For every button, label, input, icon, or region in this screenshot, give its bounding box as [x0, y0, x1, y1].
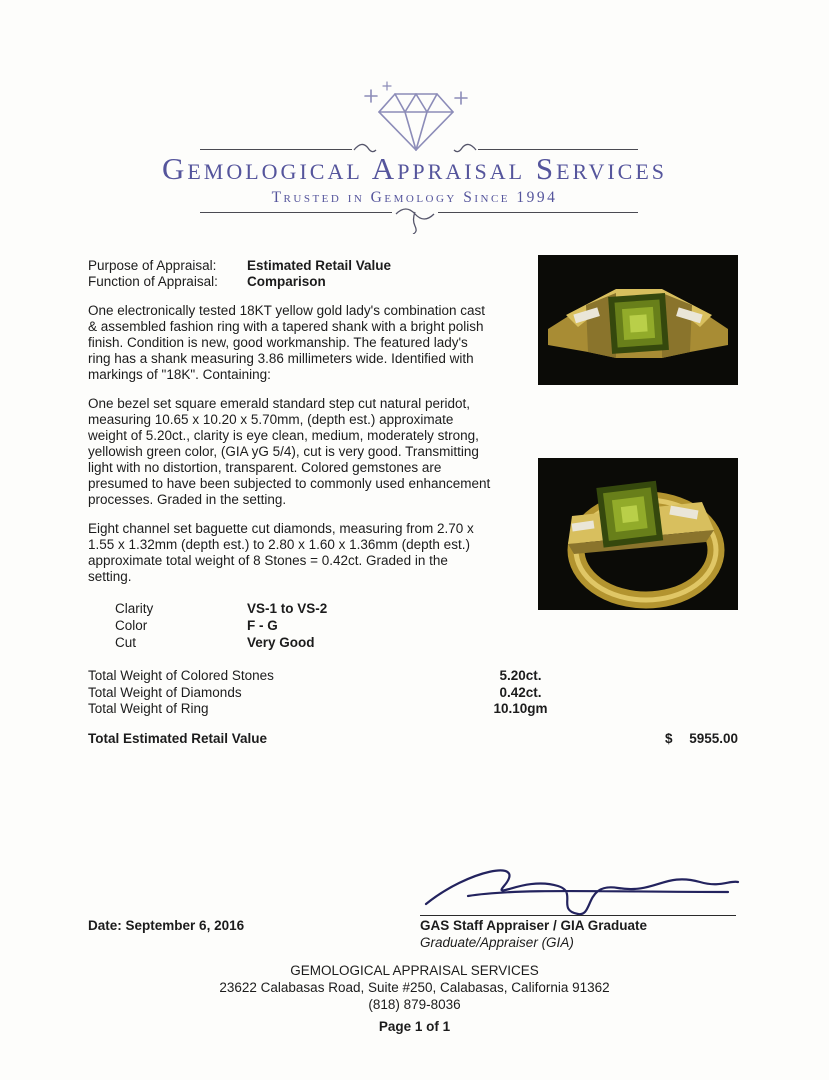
- grade-row-clarity: [88, 600, 494, 617]
- header-rule-top-left: [200, 149, 352, 150]
- purpose-label: Purpose of Appraisal:: [88, 258, 217, 273]
- header-rule-top-right: [478, 149, 638, 150]
- retail-currency-symbol: $: [665, 731, 673, 746]
- purpose-row: [88, 258, 494, 274]
- total-colored-stones-value: 5.20ct.: [499, 668, 542, 683]
- appraiser-signature: [408, 852, 748, 922]
- function-label: Function of Appraisal:: [88, 274, 218, 289]
- footer-company-name: GEMOLOGICAL APPRAISAL SERVICES: [290, 963, 539, 978]
- ring-photo-front: [538, 255, 738, 385]
- footer-phone: (818) 879-8036: [368, 997, 461, 1012]
- totals-section: [88, 668, 738, 718]
- clarity-label: Clarity: [115, 601, 154, 616]
- company-name: Gemological Appraisal Services: [161, 151, 668, 186]
- total-colored-stones-label: Total Weight of Colored Stones: [88, 668, 274, 683]
- appraisal-body: [88, 258, 494, 651]
- total-diamonds-label: Total Weight of Diamonds: [88, 684, 242, 700]
- grade-row-color: [88, 617, 494, 634]
- total-ring-weight-label: Total Weight of Ring: [88, 701, 209, 716]
- appraisal-date: [88, 918, 244, 934]
- ring-photo-perspective: [538, 458, 738, 610]
- diamond-grades-table: [88, 600, 494, 651]
- description-paragraph-ring: One electronically tested 18KT yellow gold lady's combination cast & assembled fashion ring with a tapered shank with a bright polish finish. Condition is new, good workmanship. The featured lady's ring has a shank measuring 3.86 millimeters wide. Identified with markings of "18K". Containing:: [88, 303, 486, 382]
- page-number: Page 1 of 1: [378, 1019, 451, 1034]
- bottom-flourish-icon: [392, 204, 438, 234]
- description-paragraph-peridot: One bezel set square emerald standard step cut natural peridot, measuring 10.65 x 10.20 x 5.70mm, (depth est.) approximate weight of 5.20ct., clarity is eye clean, medium, moderately strong, yellowish green color, (GIA yG 5/4), cut is very good. Transmitting light with no distortion, transparent. Colored gemstones are presumed to have been subjected to commonly used enhancement processes. Graded in the setting.: [88, 396, 491, 507]
- signer-subtitle: Graduate/Appraiser (GIA): [420, 935, 574, 950]
- description-paragraph-diamonds: Eight channel set baguette cut diamonds, measuring from 2.70 x 1.55 x 1.32mm (depth est.) to 2.80 x 1.60 x 1.36mm (depth est.) approximate total weight of 8 Stones = 0.42ct. Graded in the setting.: [88, 521, 474, 584]
- function-row: [88, 274, 494, 290]
- color-label: Color: [115, 618, 148, 633]
- signer-title: GAS Staff Appraiser / GIA Graduate: [420, 918, 648, 933]
- total-row-diamonds: [88, 685, 738, 702]
- clarity-value: VS-1 to VS-2: [247, 601, 328, 616]
- company-tagline: Trusted in Gemology Since 1994: [271, 189, 558, 206]
- date-label: Date:: [88, 918, 122, 933]
- cut-value: Very Good: [247, 635, 315, 650]
- retail-amount: 5955.00: [689, 731, 738, 746]
- total-row-ring-weight: [88, 701, 738, 718]
- retail-value-row: [88, 731, 738, 749]
- retail-value-label: Total Estimated Retail Value: [88, 731, 268, 746]
- total-row-colored-stones: [88, 668, 738, 685]
- date-value: September 6, 2016: [125, 918, 245, 933]
- grade-row-cut: [88, 634, 494, 651]
- signature-line: [420, 915, 736, 916]
- purpose-value: Estimated Retail Value: [247, 258, 392, 273]
- cut-label: Cut: [115, 635, 137, 650]
- total-diamonds-value: 0.42ct.: [499, 684, 542, 700]
- total-ring-weight-value: 10.10gm: [493, 701, 548, 716]
- footer-address: 23622 Calabasas Road, Suite #250, Calabasas, California 91362: [219, 980, 610, 995]
- function-value: Comparison: [247, 274, 326, 289]
- color-value: F - G: [247, 618, 278, 633]
